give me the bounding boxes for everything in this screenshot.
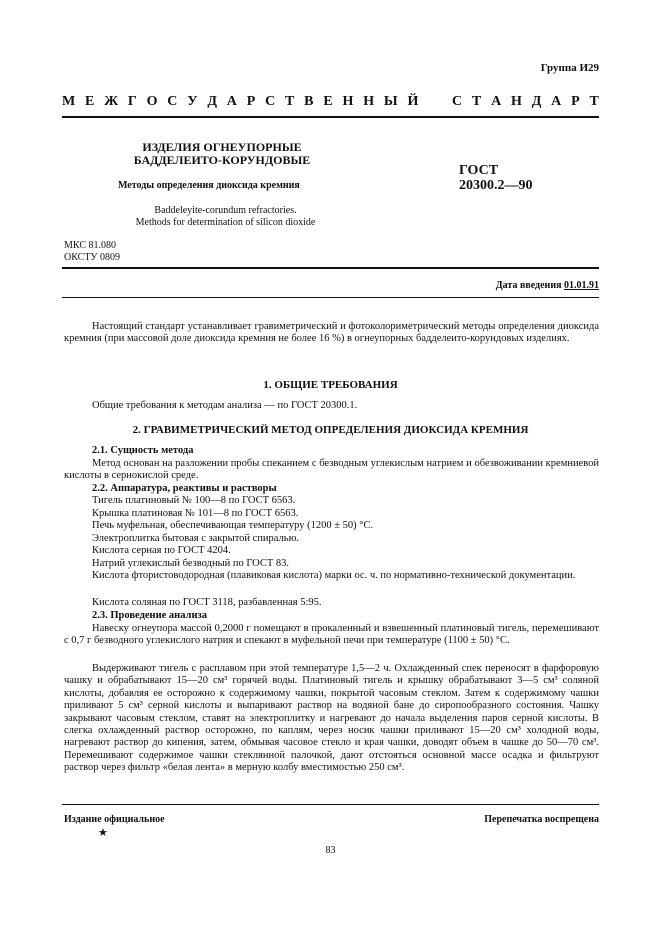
banner-letter: Т [285,94,295,109]
section-1-heading: 1. ОБЩИЕ ТРЕБОВАНИЯ [263,379,398,391]
official-edition-note: Издание официальное [64,814,165,825]
banner-letter: С [265,94,276,109]
section-2-heading: 2. ГРАВИМЕТРИЧЕСКИЙ МЕТОД ОПРЕДЕЛЕНИЯ ДИОКСИДА КРЕМНИЯ [132,424,529,436]
intro-paragraph: Настоящий стандарт устанавливает гравиметрический и фотоколориметрический методы определения диоксида кремния (при массовой доле диоксида кремния не более 16 %) в огнеупорных бадделеито-корундовых изделиях. [64,321,599,345]
english-title-line-1: Baddeleyite-corundum refractories. [154,205,297,216]
banner-letter: А [551,94,562,109]
oksty-code: ОКСТУ 0809 [64,252,121,263]
equipment-item: Крышка платиновая № 101—8 по ГОСТ 6563. [92,508,299,519]
equipment-item: Электроплитка бытовая с закрытой спиралью. [92,533,300,544]
mks-code: МКС 81.080 [64,240,116,251]
star-icon: ★ [98,827,108,839]
banner-letter: Т [589,94,599,109]
english-title-line-2: Methods for determination of silicon dioxide [135,217,316,228]
equipment-item: Тигель платиновый № 100—8 по ГОСТ 6563. [92,495,296,506]
banner-letter: С [167,94,178,109]
banner-letter: А [226,94,237,109]
banner-letter: Ы [383,94,398,109]
banner-letter: Д [207,94,217,109]
title-line-2: БАДДЕЛЕИТО-КОРУНДОВЫЕ [133,153,311,167]
banner-letter: С [451,94,463,109]
date-label: Дата введения [495,280,564,291]
date-rule [62,297,599,298]
header-rule [62,116,599,118]
banner-letter: М [62,94,76,109]
banner-letter: Н [363,94,375,109]
procedure-paragraph-2: Выдерживают тигель с расплавом при этой температуре 1,5—2 ч. Охлажденный спек переносят в фарфоровую чашку и обрабатывают 15—20 см³ горячей воды. Платиновый тигель и крышку обрабатывают 3—5 см³ соляной кислоты, добавляя ее осторожно к содержимому чашки, покрытой часовым стеклом. Затем к содержимому чашки приливают 5 см³ серной кислоты и выпаривают раствор на водяной бане до сиропообразного состояния. Чашку закрывают часовым стеклом, ставят на электроплитку и нагревают до начала выделения паров серной кислоты. В слегка охлажденный раствор осторожно, по каплям, через носик чашки приливают 15—20 см³ холодной воды, нагревают раствор до кипения, затем, обмывая часовое стекло и края чашки, доводят объем в чашке до 50—70 см³. Перемешивают содержимое чашки стеклянной палочкой, дают отстояться основной массе осадка и фильтруют раствор через фильтр «белая лента» в мерную колбу вместимостью 250 см³. [64,663,599,774]
banner-letter: Д [531,94,542,109]
banner-letter: В [304,94,314,109]
footer-rule [62,804,599,805]
subsection-2-3-title: 2.3. Проведение анализа [92,610,207,621]
banner-letter: Г [127,94,137,109]
reprint-prohibited-note: Перепечатка воспрещена [484,814,599,825]
banner-letter: Й [407,94,419,109]
procedure-paragraph-1: Навеску огнеупора массой 0,2000 г помещают в прокаленный и взвешенный платиновый тигель, перемешивают с 0,7 г безводного углекислого натрия и спекают в муфельной печи при температуре (1100 ± 50) °С. [64,623,599,647]
equipment-item: Кислота серная по ГОСТ 4204. [92,545,231,556]
title-line-1: ИЗДЕЛИЯ ОГНЕУПОРНЫЕ [142,140,302,154]
document-title [122,141,322,167]
gost-number [459,163,533,193]
page-number: 83 [325,845,336,856]
interstate-standard-banner [62,94,599,110]
gost-label: ГОСТ [459,163,499,178]
banner-letter: А [491,94,502,109]
equipment-item: Натрий углекислый безводный по ГОСТ 83. [92,558,290,569]
banner-letter: Ж [104,94,119,109]
banner-letter: Н [511,94,522,109]
gost-code: 20300.2—90 [459,178,533,193]
date-value: 01.01.91 [564,280,599,291]
introduction-date [496,280,599,291]
codes-rule [62,267,599,269]
equipment-item: Кислота фтористоводородная (плавиковая кислота) марки ос. ч. по нормативно-технической документации. [92,570,576,581]
banner-letter: О [146,94,158,109]
group-code: Группа И29 [540,62,599,74]
document-subtitle: Методы определения диоксида кремния [118,180,300,191]
classification-codes [64,240,120,264]
subsection-2-1-title: 2.1. Сущность метода [92,445,194,456]
section-1-text: Общие требования к методам анализа — по ГОСТ 20300.1. [92,400,358,411]
subsection-2-2-title: 2.2. Аппаратура, реактивы и растворы [92,483,277,494]
banner-letter: Р [571,94,580,109]
banner-letter: Р [246,94,256,109]
banner-letter: Т [471,94,482,109]
banner-letter: Е [85,94,95,109]
english-title [118,205,333,229]
banner-letter: Е [323,94,333,109]
banner-letter: Н [342,94,354,109]
subsection-2-1-text: Метод основан на разложении пробы спеканием с безводным углекислым натрием и обезвоживании кремниевой кислоты в сернокислой среде. [64,458,599,482]
banner-gap [428,94,442,110]
banner-letter: У [187,94,198,109]
equipment-item: Кислота соляная по ГОСТ 3118, разбавленная 5:95. [92,597,322,608]
equipment-item: Печь муфельная, обеспечивающая температуру (1200 ± 50) °С. [92,520,374,531]
